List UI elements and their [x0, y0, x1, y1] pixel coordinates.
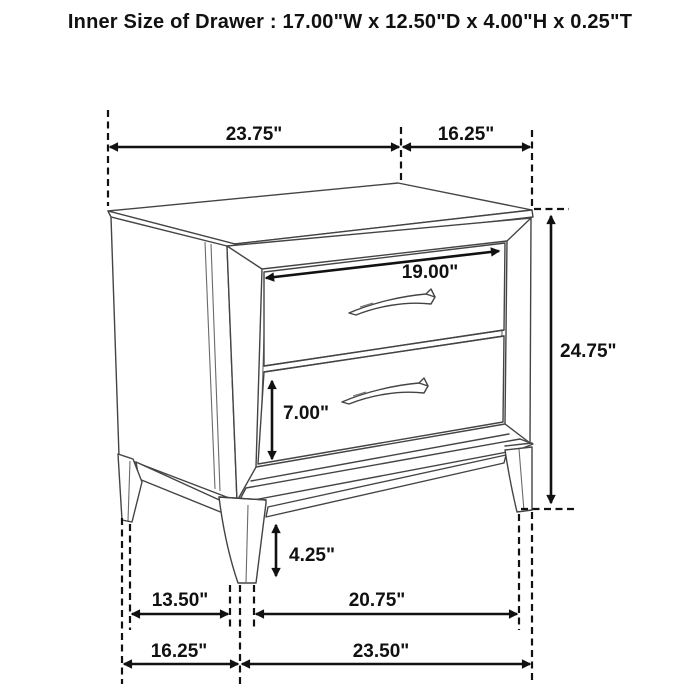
dim-label-overall-width: 23.50"	[352, 641, 410, 662]
dim-label-side-leg-spacing: 13.50"	[151, 590, 209, 611]
dim-top-back-width	[110, 124, 399, 147]
dim-label-lower-drawer-height: 7.00"	[283, 403, 329, 424]
dim-overall-height	[551, 216, 617, 503]
dim-overall-width	[242, 641, 530, 664]
dim-label-top-side-depth: 16.25"	[437, 124, 495, 145]
dim-label-drawer-front-width: 19.00"	[401, 262, 459, 283]
dim-label-leg-height: 4.25"	[289, 545, 335, 566]
figure-title: Inner Size of Drawer : 17.00"W x 12.50"D x 4.00"H x 0.25"T	[67, 11, 633, 33]
dim-overall-depth	[124, 641, 238, 664]
dim-side-leg-spacing	[132, 590, 228, 614]
dim-front-leg-spacing	[256, 590, 517, 614]
front-left-leg	[219, 497, 266, 583]
dim-top-side-depth	[403, 124, 530, 147]
dim-leg-height	[276, 525, 335, 576]
front-right-leg	[505, 443, 532, 512]
dim-label-overall-depth: 16.25"	[150, 641, 208, 662]
dim-label-overall-height: 24.75"	[560, 341, 617, 362]
dim-label-top-back-width: 23.75"	[225, 124, 283, 145]
nightstand-drawing	[108, 183, 533, 583]
dim-label-front-leg-spacing: 20.75"	[348, 590, 406, 611]
